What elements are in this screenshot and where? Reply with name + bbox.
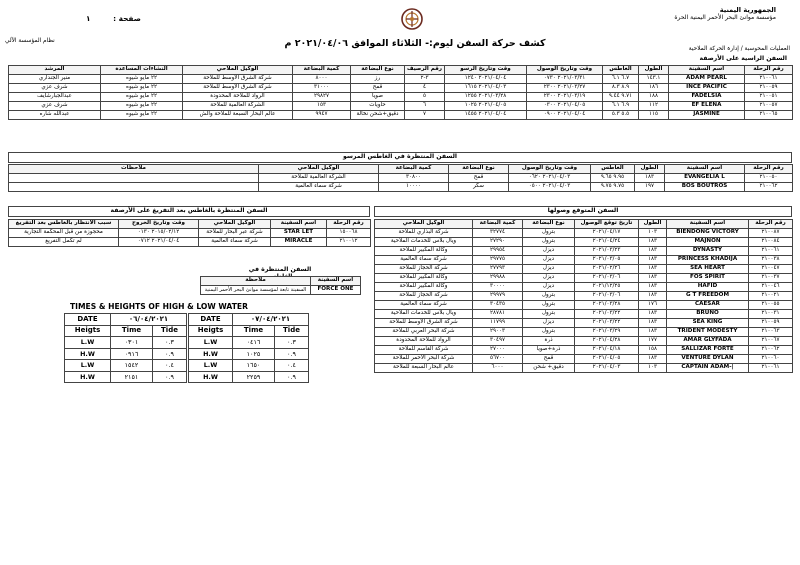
table-row: ٢١٠٠٦٢ BOS BOUTROS ١٩٧ ٩.٧٥ ٩.٧٥ ٢٠٢١/٠٤/٠٣ ٠٥٠٠ سكر ١٠٠٠٠ شركة سماء العالمية [9, 183, 793, 192]
page-number: ١ [86, 14, 91, 23]
table-row: ٢١٠٠٣٧ FOS SPIRIT ١٨٣ ٢٠٢١/٠٣/٠٦ ديزل ٢٩٩٨٨ وكالة المكبير للملاحة [375, 274, 793, 283]
table-row: ٢١٠٠٥٥ CAESAR ١٧٦ ٢٠٢١/٠٣/٢٨ بترول ٣٠٤٣٥ شركة سماء العالمية [375, 301, 793, 310]
system-note: نظام المؤسسة الآلي [5, 38, 55, 44]
tides-table-right [188, 313, 309, 383]
table-row: ٢١٠٠٨٧ BIENDONG VICTORY ١٠٣ ٢٠٢١/٠٤/١٧ بترول ٣٢٧٧٤ شركة البذاري للملاحة [375, 229, 793, 238]
table-row: ٢١٠٠٤٦ HAFID ١٨٣ ٢٠٢١/١٢/٢٥ ديزل ٣٠٠٠٠ وكالة المكبير للملاحة [375, 283, 793, 292]
table-row: ٢١٠٠٦٠ VENTURE DYLAN ١٨٣ ٢٠٢١/٠٤/٠٥ قمح ٥٦٧٠٠ شركة البحر الأحمر للملاحة [375, 355, 793, 364]
after-unload-header-row: رقم الرحلة اسم السفينة الوكيل الملاحي وقت وتاريخ الخروج سبب الانتظار بالغاطس بعد التفريغ [9, 220, 371, 229]
tides-title: TIMES & HEIGHTS OF HIGH & LOW WATER [70, 302, 248, 311]
tide-date-row: DATE ٠٦/٠٤/٢٠٢١ [65, 314, 187, 326]
table-row: FORCE ONE السفينة تابعة لمؤسسة موانئ البحر الأحمر اليمنية [201, 286, 361, 295]
tide-header-row: Heigts Time Tide [189, 325, 309, 337]
table-row: ٢١٠٠٣١ BRUNO ١٨٣ ٢٠٢١/٠٣/٢٢ بترول ٢٨٧٨١ ويال بلاس للخدمات الملاحية [375, 310, 793, 319]
table-row: ٢١٠٠٢١ G T FREEDOM ١٨٣ ٢٠٢١/٠٣/٠٦ بترول ٢٩٩٧٩ شركة الحجاز للملاحة [375, 292, 793, 301]
table-row: ٢١٠٠١٢ MIRACLE شركة سماء العالمية ٢٠٢١/٠٤/٠٤ ٠٧١٢ لم تكمل التفريغ [9, 238, 371, 247]
table-row: ٢١٠٠٣٨ PRINCESS KHADIJA ١٨٣ ٢٠٢١/٠٣/٠٥ ديزل ٢٩٧٧٥ شركة سماء العالمية [375, 256, 793, 265]
col-tugs: النشاءات المساعدة [101, 66, 183, 75]
col-length: الطول [639, 66, 669, 75]
tide-header-row: Heigts Time Tide [65, 325, 187, 337]
report-title: كشف حركة السفن ليوم:- الثلاثاء الموافق ٢٠٢١/٠٤/٠٦ م [284, 38, 546, 49]
expected-title: السفن المتوقع وصولها [374, 206, 792, 217]
page-label: صفحة : [113, 14, 141, 23]
table-row: L.W ٠٤١٦ ٠.٣ [189, 337, 309, 349]
berthed-header-row [9, 66, 793, 75]
table-row: H.W ٠٩١٦ ٠.٩ [65, 348, 187, 360]
table-row: ٢١٠٠٦٣ TRIDENT MODESTY ١٨٣ ٢٠٢١/٠٣/٢٩ بترول ٢٩٠٠٣ شركة البحر العربي للملاحة [375, 328, 793, 337]
table-row: ٢١٠٠٦١ DYNASTY ١٨٣ ٢٠٢١/٠٣/٢٣ ديزل ٢٩٩٥٤ وكالة المكبير للملاحة [375, 247, 793, 256]
col-draft: الغاطس [603, 66, 639, 75]
table-row: ٢١٠٠٤٧ SEA HEART ١٨٣ ٢٠٢١/٠٢/٢٦ ديزل ٢٧٧٩٣ شركة الحجاز للملاحة [375, 265, 793, 274]
table-row: ٢١٠٠٦١ ADAM PEARL ١٤٣.١ ٦.٧ ٦.١ ٢٠٢١/٠٣/٣١ ٠٧٣٠ ٢٠٢١/٠٤/٠٤ ١٢٤٠ ٣-٢ رز ٨٠٠٠ شركة الشرق الأوسط للملاحة ٢٢ مايو شيوه منير الجنداري [9, 75, 793, 84]
emblem-icon [400, 6, 424, 32]
table-row: ٢١٠٠٥٩ SEA KING ١٨٣ ٢٠٢١/٠٣/٢٢ ديزل ١١٧٩٩ شركة الشرق الأوسط للملاحة [375, 319, 793, 328]
waiting-anchor-header-row: اسم السفينة ملاحظة [201, 277, 361, 286]
table-row: H.W ٢١٥١ ٠.٩ [65, 371, 187, 383]
expected-header-row: رقم الرحلة اسم السفينة الطول تاريخ توقع الوصول نوع البضاعة كمية البضاعة الوكيل الملاحي [375, 220, 793, 229]
table-row: ١٥٠٠٦٨ STAR LET شركة عبر البحار للملاحة ٢٠١٥/٠٢/١٢ ٠١٣٠ محجوزة من قبل المحكمة التجارية [9, 229, 371, 238]
berthed-table [8, 65, 793, 120]
table-row: ٢١٠٠٥٩ INCE PACIFIC ١٨٦ ٨.٩ ٨.٣ ٢٠٢١/٠٣/٢٧ ٢٣٠٠ ٢٠٢١/٠٤/٠٣ ١٦١٥ ٤ قمح ٣١٠٠٠ شركة الشرق الأوسط للملاحة ٢٢ مايو شيوه شرف عزي [9, 84, 793, 93]
col-cargo-type: نوع البضاعة [351, 66, 405, 75]
col-agent: الوكيل الملاحي [183, 66, 293, 75]
header-country: الجمهورية اليمنية [719, 6, 776, 14]
header-right-block [674, 6, 776, 22]
table-row: ٢١٠٠٥٠ EVANGELIA L ١٨٣ ٩.٩٥ ٩.٦٥ ٢٠٢١/٠٤/٠٣ ٠٦٢٠ قمح ٣٠٨٠٠ الشركة العالمية للملاحة [9, 174, 793, 183]
after-unload-table [8, 219, 371, 247]
col-pilot: المرشد [9, 66, 101, 75]
col-berthing: وقت وتاريخ الرسو [445, 66, 527, 75]
table-row: L.W ١٦٥٠ ٠.٤ [189, 360, 309, 372]
table-row: ٢١٠٠٥٧ EF ELENA ١١٢ ٦.٩ ٦.١ ٢٠٢١/٠٤/٠٥ ٠٣٠٠ ٢٠٢١/٠٤/٠٥ ١٠٢٥ ٦ حاويات ١٥٣ الشركة العالمية للملاحة ٢٢ مايو شيوه شرف عزي [9, 102, 793, 111]
table-row: ٢١٠٠٦٢ SALLIZAR FORTE ١٥٨ ٢٠٢١/٠٤/١٨ ذرة+صويا ٢٧٠٠٠ شركة القاسم للملاحة [375, 346, 793, 355]
table-row: ٢١٠٠٦١ CAPTAIN ADAM-| ١٠٣ ٢٠٢١/٠٤/٠٣ دقيق+ شحن ٦٠٠٠ عالم البحار السبعة للملاحة [375, 364, 793, 373]
table-row: ٢١٠٠٨٤ MAJNON ١٨٣ ٢٠٢١/٠٤/٢٤ بترول ٢٧٢٩٠ ويال بلاس للخدمات الملاحية [375, 238, 793, 247]
berthed-title: السفن الراسية على الأرصفة [699, 55, 787, 62]
table-row: ٢١٠٠٦٥ JASMINE ١١٥ ٥.٥ ٥.٣ ٢٠٢١/٠٤/٠٤ ٠٩٠٠ ٢٠٢١/٠٤/٠٤ ١٤٥٥ ٧ دقيق+شحن نخالة ٩٩٤٧ عالم البحار السبعة للملاحة والش ٢٢ مايو شيوه عبدالله شاره [9, 111, 793, 120]
table-row: L.W ١٥٤٢ ٠.٤ [65, 360, 187, 372]
waiting-anchor-table [200, 276, 361, 295]
org-logo [400, 6, 424, 36]
col-cargo-qty: كمية البضاعة [293, 66, 351, 75]
anchored-header-row: رقم الرحلة اسم السفينة الطول الغاطس وقت وتاريخ الوصول نوع البضاعة كمية البضاعة الوكيل الملاحي ملاحظات [9, 165, 793, 174]
header-org: مؤسسة موانئ البحر الأحمر اليمنية الحرة [674, 14, 776, 22]
col-vessel: اسم السفينة [669, 66, 745, 75]
table-row: H.W ١٠٢٥ ٠.٩ [189, 348, 309, 360]
anchored-table [8, 164, 793, 192]
after-unload-title: السفن المنتظرة بالغاطس بعد التفريغ على الأرصفة [8, 206, 370, 217]
col-arrival: وقت وتاريخ الوصول [527, 66, 603, 75]
table-row: H.W ٢٢٥٩ ٠.٩ [189, 371, 309, 383]
tide-date-row: DATE ٠٧/٠٤/٢٠٢١ [189, 314, 309, 326]
col-berth-no: رقم الرصيف [405, 66, 445, 75]
anchored-title: السفن المنتظرة في الغاطس المرسو [8, 152, 792, 163]
table-row: ٢١٠٠٦٧ AMAR GLYFADA ١٧٧ ٢٠٢١/٠٤/٢٨ ذرة ٣٠٤٩٧ الرواد للملاحة المحدودة [375, 337, 793, 346]
page-indicator [86, 14, 141, 23]
waiting-anchor-title: السفن المنتظرة في [240, 266, 320, 282]
expected-table [374, 219, 793, 373]
col-voyage: رقم الرحلة [745, 66, 793, 75]
tides-table-left [64, 313, 187, 383]
table-row: ٢١٠٠٥١ FADELSIA ١٨٨ ٩.٧١ ٩.٤٤ ٢٠٢١/٠٣/١٩ ٢٣٠٠ ٢٠٢١/٠٣/٢٨ ١٢٥٥ ٥ صويا ٢٩٨٢٧ الرواد للملاحة المحدودة ٢٢ مايو شيوه عبدالجبارشايف [9, 93, 793, 102]
department-note: العمليات المحوسبة / إدارة الحركة الملاحية [688, 46, 790, 52]
table-row: L.W ٠٣٠١ ٠.٣ [65, 337, 187, 349]
